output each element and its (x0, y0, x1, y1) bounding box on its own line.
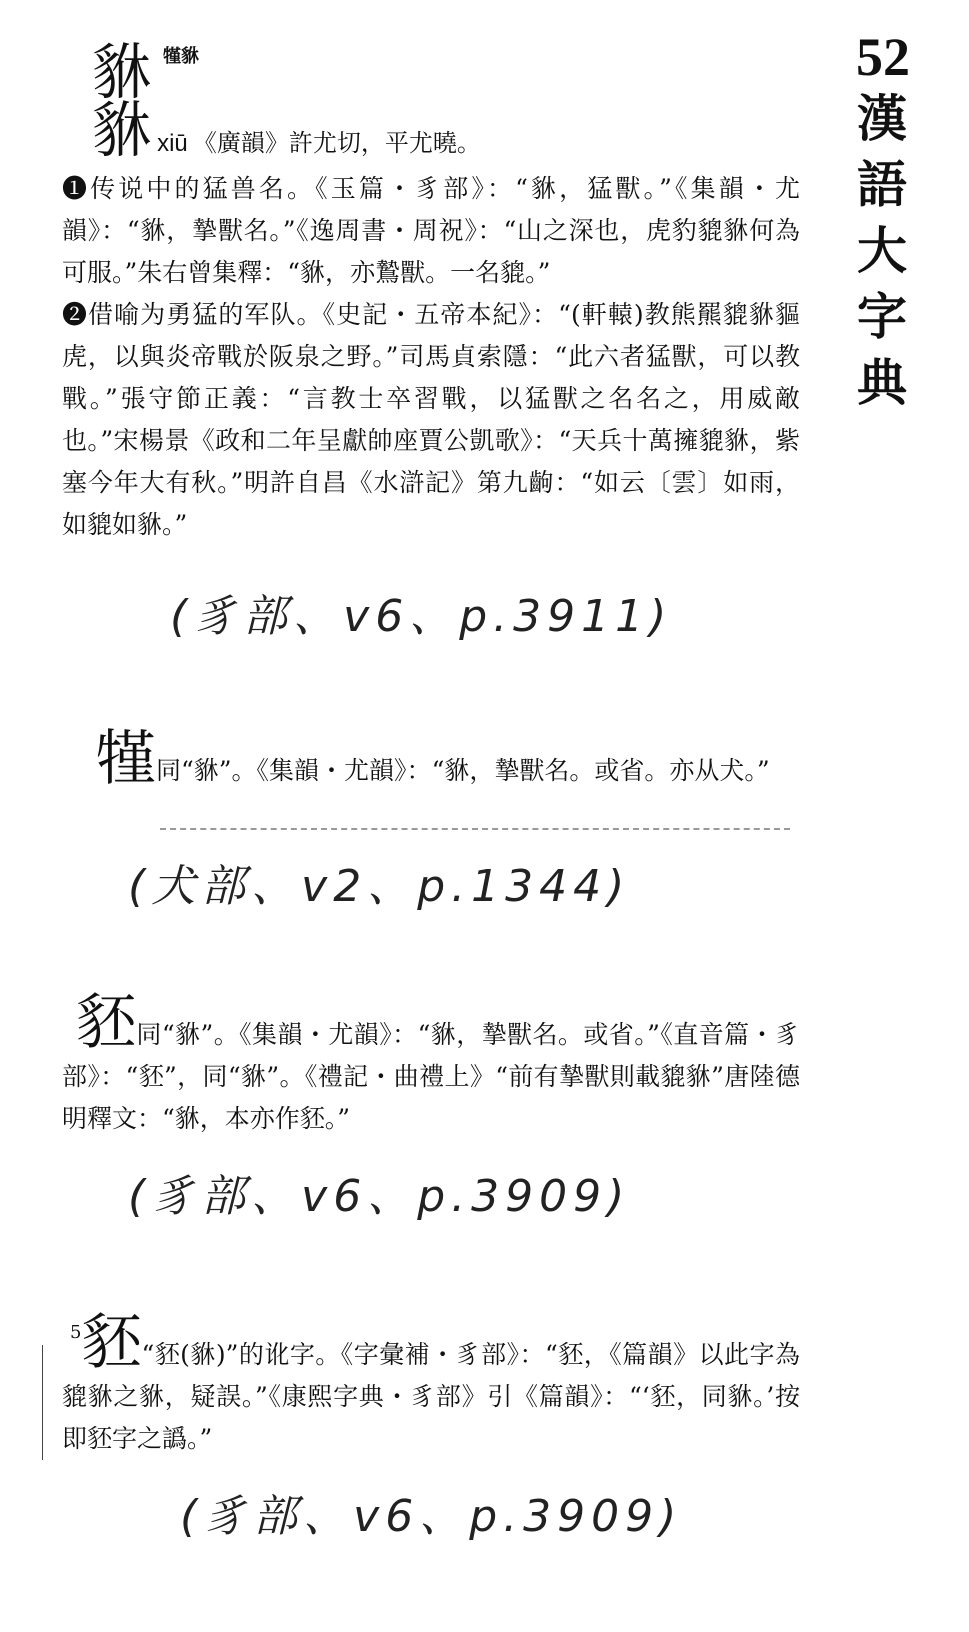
headword: 豾 (76, 988, 136, 1058)
entry-text: 同“貅”。《集韻・尤韻》：“貅，摯獸名。或省。亦从犬。” (156, 756, 770, 785)
entry-3 (62, 988, 800, 1140)
page-number: 52 (856, 27, 910, 87)
handwritten-note: (豸部、v6、p.3909) (128, 1171, 631, 1222)
dictionary-sidebar (838, 28, 928, 416)
handwritten-note: (豸部、v6、p.3909) (180, 1491, 683, 1542)
headword: 豾 (81, 1308, 142, 1378)
stroke-count: 5 (70, 1322, 82, 1343)
entry-text: 同“貅”。《集韻・尤韻》：“貅，摯獸名。或省。”《直音篇・豸部》：“豾”，同“貅”。《禮記・曲禮上》“前有摯獸則載貔貅”唐陸德明釋文：“貅，本亦作豾。” (62, 1020, 800, 1133)
title-char: 大 (857, 221, 909, 280)
title-char: 語 (857, 155, 909, 214)
definition-1: ❶传说中的猛兽名。《玉篇・豸部》：“貅，猛獸。”《集韻・尤韻》：“貅，摯獸名。”《逸周書・周祝》：“山之深也，虎豹貔貅何為可服。”朱右曾集釋：“貅，亦鷙獸。一名貔。” (62, 174, 800, 287)
title-char: 字 (857, 287, 909, 346)
entry-4 (62, 1308, 800, 1460)
margin-line (42, 1345, 43, 1460)
variant-forms: 㹏貅 (163, 46, 200, 67)
title-char: 漢 (857, 89, 909, 148)
handwritten-note: (豸部、v6、p.3911) (170, 591, 673, 642)
entry-2 (62, 724, 800, 794)
headword: 㹏 (96, 724, 156, 794)
entry-1 (62, 38, 800, 546)
entry-text: “豾(貅)”的讹字。《字彙補・豸部》：“豾，《篇韻》以此字為貔貅之貅，疑誤。”《康熙字典・豸部》引《篇韻》：“‘豾，同貅。’按即豾字之譌。” (62, 1340, 800, 1453)
title-char: 典 (857, 353, 909, 412)
definition-2: ❷借喻为勇猛的军队。《史記・五帝本紀》：“(軒轅)教熊羆貔貅貙虎，以與炎帝戰於阪泉之野。”司馬貞索隱：“此六者猛獸，可以教戰。”張守節正義：“言教士卒習戰，以猛獸之名名之，用威敵也。”宋楊景《政和二年呈獻帥座賈公凱歌》：“天兵十萬擁貔貅，紫塞今年大有秋。”明許自昌《水滸記》第九齣：“如云〔雲〕如雨，如貔如貅。” (62, 300, 800, 539)
separator (160, 828, 790, 830)
headword: 貅 (92, 38, 152, 108)
handwritten-note: (犬部、v2、p.1344) (128, 861, 631, 912)
pinyin: xiū (157, 130, 188, 157)
reading: 《廣韻》許尤切，平尤曉。 (192, 129, 481, 157)
headword-secondary: 貅 (92, 96, 152, 166)
